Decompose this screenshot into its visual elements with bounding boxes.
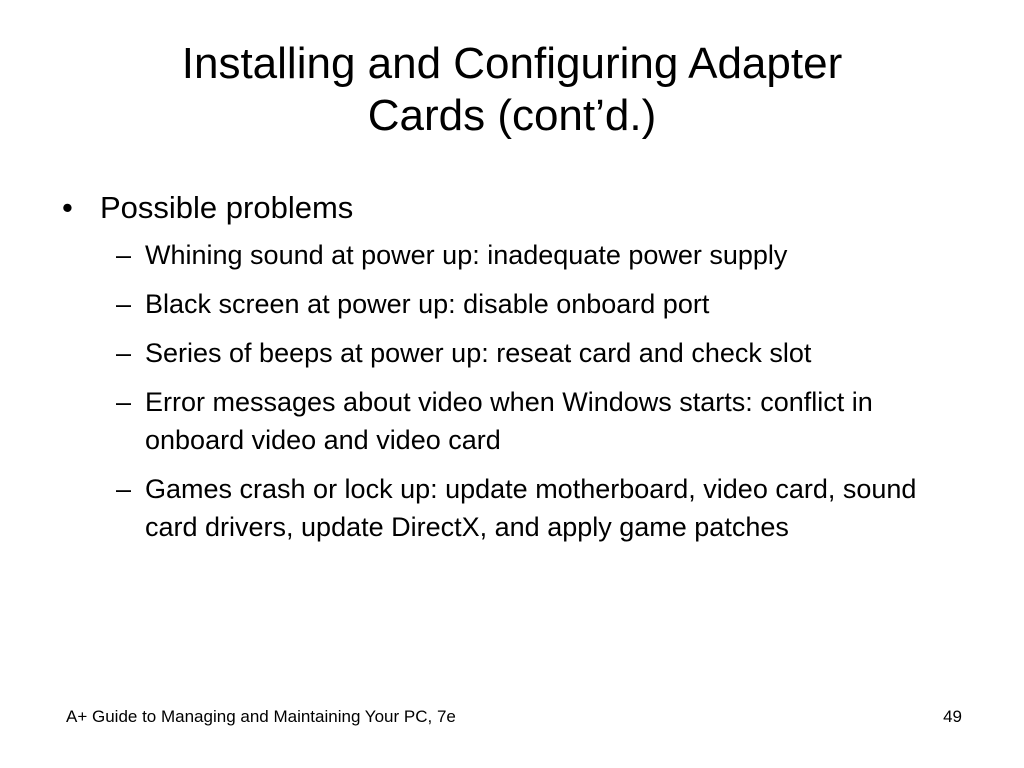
dash-icon: – [116,240,132,270]
bullet-dot-icon: • [62,190,73,225]
sub-bullet-list [60,236,970,546]
slide-content [60,188,970,557]
dash-icon: – [116,387,132,417]
sub-bullet-text: Series of beeps at power up: reseat card and check slot [145,338,812,368]
bullet-possible-problems [60,188,970,228]
dash-icon: – [116,474,132,504]
dash-icon: – [116,338,132,368]
sub-bullet-text: Whining sound at power up: inadequate power supply [145,240,788,270]
sub-bullet-item [60,334,970,372]
slide-title [60,38,964,142]
sub-bullet-item [60,236,970,274]
slide-title-line-2: Cards (cont’d.) [367,91,657,140]
sub-bullet-item [60,470,970,546]
sub-bullet-item [60,285,970,323]
page-number: 49 [943,707,962,726]
footer-source: A+ Guide to Managing and Maintaining Your PC, 7e [66,707,456,726]
slide-title-line-1: Installing and Configuring Adapter [181,39,843,88]
bullet-text: Possible problems [100,190,354,225]
sub-bullet-container [60,236,970,546]
sub-bullet-text: Error messages about video when Windows starts: conflict in onboard video and video card [145,387,873,455]
dash-icon: – [116,289,132,319]
sub-bullet-item [60,383,970,459]
sub-bullet-text: Games crash or lock up: update motherboard, video card, sound card drivers, update DirectX, and apply game patches [145,474,917,542]
sub-bullet-text: Black screen at power up: disable onboard port [145,289,710,319]
